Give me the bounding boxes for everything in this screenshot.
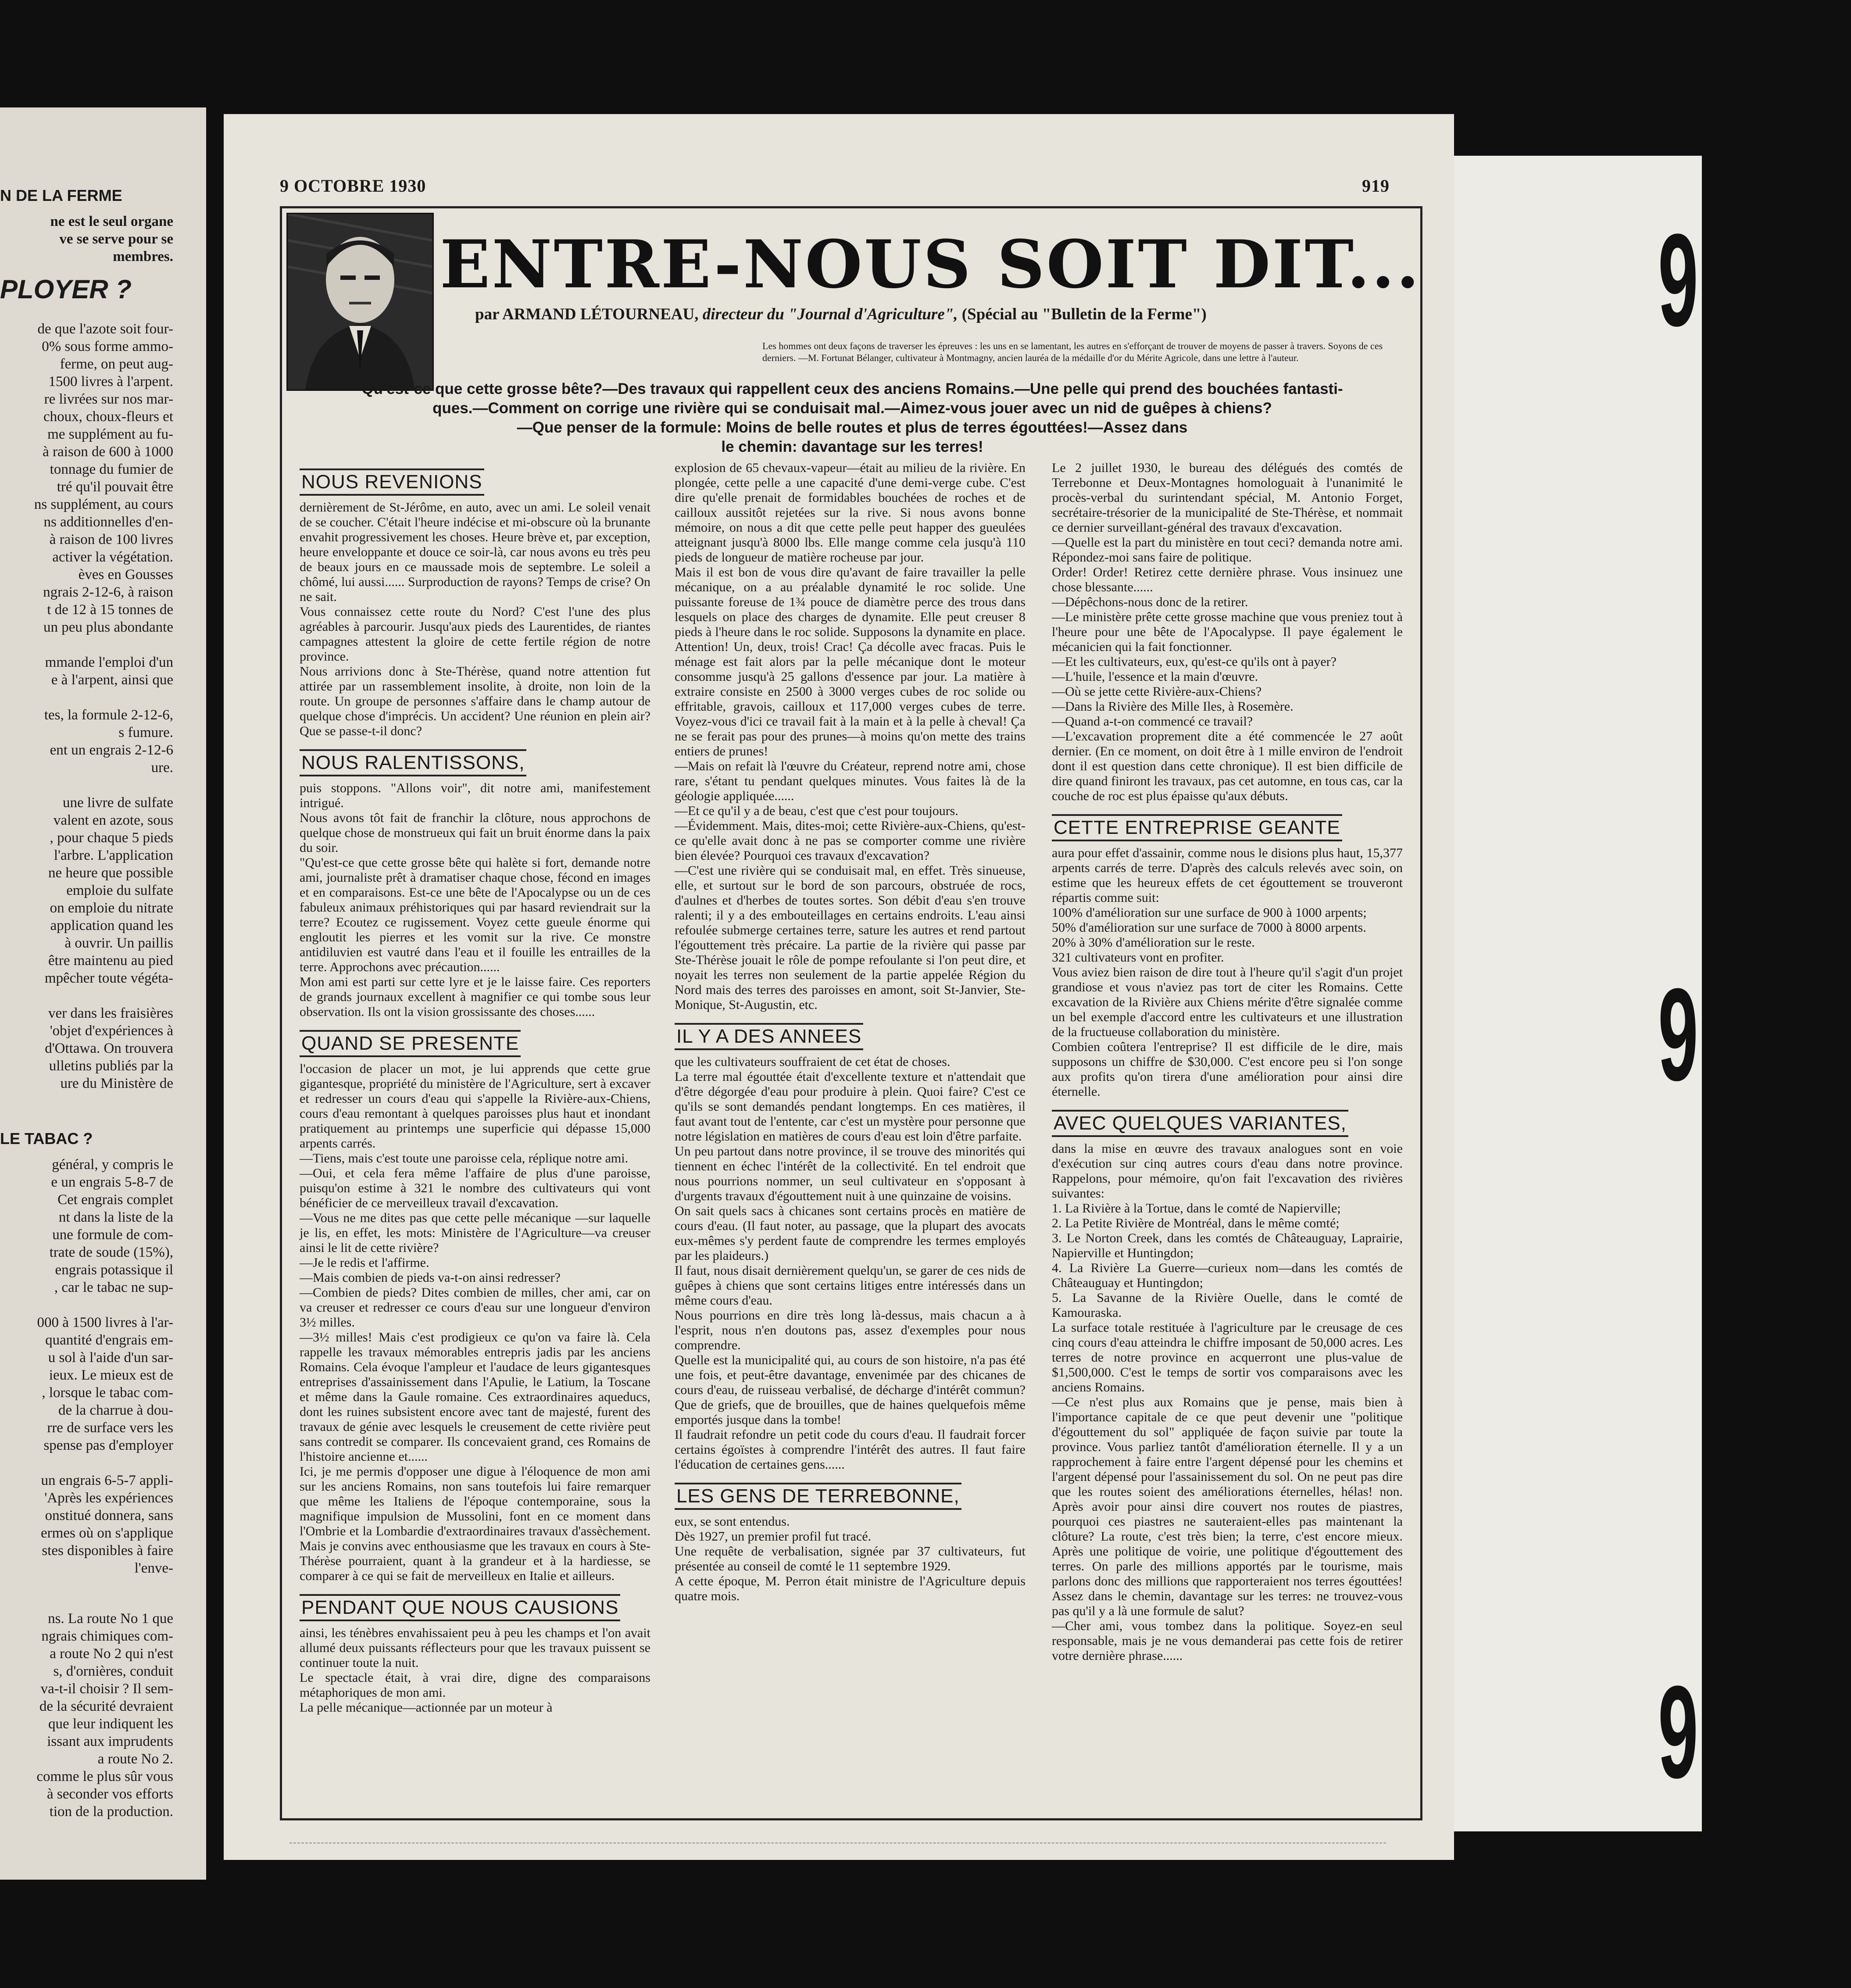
section-text: Le 2 juillet 1930, le bureau des délégués des comtés de Terrebonne et Deux-Montagnes homologuait à l'unanimité le procès-verbal du surintendant spécial, M. Antonio Forget, secrétaire-trésorier de la municipalité de Ste-Thérèse, et nommait ce dernier surveillant-général des travaux d'excavation. —Quelle est la part du ministère en tout ceci? demanda notre ami. Répondez-moi sans faire de politique. Order! Order! Retirez cette dernière phrase. Vous insinuez une chose blessante...... —Dépêchons-nous donc de la retirer. —Le ministère prête cette grosse machine que vous preniez tout à l'heure pour une bête de l'Apocalypse. Il paye également le mécanicien qui la fait fonctionner. —Et les cultivateurs, eux, qu'est-ce qu'ils ont à payer? —L'huile, l'essence et la main d'œuvre. —Où se jette cette Rivière-aux-Chiens? —Dans la Rivière des Mille Iles, à Rosemère. —Quand a-t-on commencé ce travail? —L'excavation proprement dite a été commencée le 27 août dernier. (En ce moment, on doit être à 1 mille environ de l'endroit dont il est question dans cette chronique). Il est bien difficile de dire quand finiront les travaux, pas cet automne, en tous cas, car la couche de roc est plus épaisse qu'aux débuts.: [1052, 461, 1403, 803]
section-heading: NOUS REVENIONS: [300, 468, 484, 496]
section-text: aura pour effet d'assainir, comme nous le disions plus haut, 15,377 arpents carrés de terre. D'après des calculs relevés avec soin, on estime que les heureux effets de cet égouttement se trouveront répartis comme suit: 100% d'amélioration sur une surface de 900 à 1000 arpents; 50% d'amélioration sur une surface de 7000 à 8000 arpents. 20% à 30% d'amélioration sur le reste. 321 cultivateurs vont en profiter. Vous aviez bien raison de dire tout à l'heure qu'il s'agit d'un projet grandiose et vous n'aviez pas tort de citer les Romains. Cette excavation de la Rivière aux Chiens mérite d'être signalée comme un bel exemple d'accord entre les cultivateurs et une illustration de la fructueuse collaboration du ministère. Combien coûtera l'entreprise? Il est difficile de le dire, mais supposons un chiffre de $30,000. C'est encore peu si l'on songe aux profits qu'on tirera d'une amélioration pour ainsi dire éternelle.: [1052, 846, 1403, 1099]
left-page-body-route: ns. La route No 1 que ngrais chimiques com- a route No 2 qui n'est s, d'ornières, conduit va-t-il choisir ? Il sem- de la sécurité devraient que leur indiquent les issant aux imprudents a route No 2. comme le plus sûr vous à seconder vos efforts tion de la production.: [36, 1611, 173, 1820]
article-box: [280, 206, 1422, 1820]
byline-suffix: (Spécial au "Bulletin de la Ferme"): [961, 305, 1207, 323]
left-page-intro: ne est le seul organe ve se serve pour se membres.: [50, 214, 173, 265]
section-text: dernièrement de St-Jérôme, en auto, avec un ami. Le soleil venait de se coucher. C'était l'heure indécise et mi-obscure où la brunante envahit progressivement les choses. Heure brève et, par exception, heure enveloppante et douce ce soir-là, car nous avons eu très peu de beaux jours en ce maussade mois de septembre. Le soleil a chômé, lui aussi...... Surproduction de rayons? Temps de crise? On ne sait. Vous connaissez cette route du Nord? C'est l'une des plus agréables à parcourir. Jusqu'aux pieds des Laurentides, de riantes campagnes attestent la gloire de cette fertile région de notre province. Nous arrivions donc à Ste-Thérèse, quand notre attention fut attirée par un rassemblement insolite, à droite, non loin de la route. Un groupe de personnes s'affaire dans le champ autour de quelque chose d'imprécis. Un accident? Une réunion en plein air? Que se passe-t-il donc?: [300, 500, 650, 738]
section-heading: PENDANT QUE NOUS CAUSIONS: [300, 1594, 620, 1621]
page-date: 9 OCTOBRE 1930: [280, 176, 426, 196]
article-summary: [308, 379, 1396, 457]
page-number: 919: [1362, 176, 1390, 196]
frame-marker: 9: [1658, 1658, 1698, 1806]
frame-marker: 9: [1658, 961, 1698, 1108]
epigraph: Les hommes ont deux façons de traverser les épreuves : les uns en se lamentant, les autres en s'efforçant de trouver de moyens de passer à travers. Soyons de ces derniers. —M. Fortunat Bélanger, cultivateur à Montmagny, ancien lauréa de la médaille d'or du Mérite Agricole, dans une lettre à l'auteur.: [762, 340, 1383, 363]
article-byline: [475, 305, 1418, 324]
section-heading: LES GENS DE TERREBONNE,: [675, 1483, 961, 1510]
section-heading: IL Y A DES ANNEES: [675, 1023, 863, 1050]
author-portrait: [286, 213, 434, 391]
left-page-heading-tabac: LE TABAC ?: [0, 1130, 93, 1148]
column-2: [675, 461, 1026, 1798]
column-1: [300, 461, 650, 1798]
summary-line: Qu'est-ce que cette grosse bête?—Des travaux qui rappellent ceux des anciens Romains.—Une pelle qui prend des bouchées fantasti-: [361, 380, 1343, 397]
section-text: explosion de 65 chevaux-vapeur—était au milieu de la rivière. En plongée, cette pelle a une capacité d'une demi-verge cube. C'est dire qu'elle prenait de formidables bouchées de roches et de cailloux aussitôt rejetées sur la rive. Si nous avons bonne mémoire, on nous a dit que cette pelle peut happer des gueulées atteignant jusqu'à 8000 lbs. Elle mange comme cela jusqu'à 110 pieds de longueur de matière rocheuse par jour. Mais il est bon de vous dire qu'avant de faire travailler la pelle mécanique, on a au préalable dynamité le roc solide. Une puissante foreuse de 1¾ pouce de diamètre perce des trous dans lesquels on place des charges de dynamite. Elle peut creuser 8 pieds à l'heure dans le roc solide. Supposons la dynamite en place. Attention! Un, deux, trois! Crac! Ça décolle avec fracas. Puis le ménage est fait alors par la pelle mécanique dont le moteur consomme jusqu'à 25 gallons d'essence par jour. La matière à extraire consiste en 2500 à 3000 verges cubes de roc solide ou effritable, gravois, cailloux et 117,000 verges cubes de terre. Voyez-vous d'ici ce travail fait à la main et à la pelle à cheval! Ça ne se ferait pas pour des prunes—à moins qu'on mette des trains entiers de prunes! —Mais on refait là l'œuvre du Créateur, reprend notre ami, chose rare, s'étant tu pendant quelques minutes. Vous faites là de la géologie appliquée...... —Et ce qu'il y a de beau, c'est que c'est pour toujours. —Évidemment. Mais, dites-moi; cette Rivière-aux-Chiens, qu'est-ce qu'elle avait donc à ne pas se comporter comme une rivière bien élevée? Pourquoi ces travaux d'excavation? —C'est une rivière qui se conduisait mal, en effet. Très sinueuse, elle, et surtout sur le bord de son parcours, obstruée de rocs, d'aulnes et d'herbes de toutes sortes. Son débit d'eau s'en trouve ralenti; il y a des embouteillages en certains endroits. L'eau ainsi refoulée submerge certaines terre, sature les autres et rend partout l'égouttement très précaire. La partie de la rivière qui passe par Ste-Thérèse jouait le rôle de pompe refoulante si l'on peut dire, et noyait les terres non seulement de la partie appelée Région du Nord mais des terres des paroisses en amont, soit St-Janvier, Ste-Monique, St-Augustin, etc.: [675, 461, 1026, 1012]
section-text: que les cultivateurs souffraient de cet état de choses. La terre mal égouttée était d'excellente texture et n'attendait que d'être dégorgée d'eau pour produire à plein. Quoi faire? C'est ce qu'ils se sont demandés pendant longtemps. En ces matières, il faut avant tout de l'entente, car c'est un mystère pour personne que notre législation en matières de cours d'eau est loin d'être parfaite. Un peu partout dans notre province, il se trouve des minorités qui tiennent en échec l'intérêt de la collectivité. En tel endroit que nous pourrions nommer, un seul cultivateur en s'opposant à d'urgents travaux d'égouttement nuit à une quinzaine de voisins. On sait quels sacs à chicanes sont certains procès en matière de cours d'eau. (Il faut noter, au passage, que la plupart des avocats eux-mêmes s'y perdent faute de comprendre les termes employés par les plaideurs.) Il faut, nous disait dernièrement quelqu'un, se garer de ces nids de guêpes à chiens que sont certains litiges entre intéressés dans un même cours d'eau. Nous pourrions en dire très long là-dessus, mais chacun a à l'esprit, nous n'en doutons pas, assez d'exemples pour nous comprendre. Quelle est la municipalité qui, au cours de son histoire, n'a pas été une fois, et peut-être davantage, envenimée par des chicanes de cours d'eau, de ruisseau verbalisé, de décharge d'intérêt commun? Que de griefs, que de brouilles, que de haines quelquefois même emportés jusque dans la tombe! Il faudrait refondre un petit code du cours d'eau. Il faudrait forcer certains égoïstes à comprendre l'intérêt des autres. Il faut faire l'éducation de certaines gens......: [675, 1055, 1026, 1472]
column-3: [1052, 461, 1403, 1798]
left-page-header: N DE LA FERME: [0, 186, 122, 204]
portrait-icon: [288, 214, 432, 390]
summary-line: ques.—Comment on corrige une rivière qui se conduisait mal.—Aimez-vous jouer avec un nid de guêpes à chiens?: [432, 400, 1272, 417]
section-heading: AVEC QUELQUES VARIANTES,: [1052, 1110, 1348, 1137]
byline-author: par ARMAND LÉTOURNEAU,: [475, 305, 699, 323]
left-page-body: de que l'azote soit four- 0% sous forme ammo- ferme, on peut aug- 1500 livres à l'arpent. re livrées sur nos mar- choux, choux-fleurs et me supplément au fu- à raison de 600 à 1000 tonnage du fumier de tré qu'il pouvait être ns supplément, au cours ns additionnelles d'en- à raison de 100 livres activer la végétation. èves en Gousses ngrais 2-12-6, à raison t de 12 à 15 tonnes de un peu plus abondante mmande l'emploi d'un e à l'arpent, ainsi que tes, la formule 2-12-6, s fumure. ent un engrais 2-12-6 ure. une livre de sulfate valent en azote, sous , pour chaque 5 pieds l'arbre. L'application ne heure que possible emploie du sulfate on emploie du nitrate application quand les à ouvrir. Un paillis être maintenu au pied mpêcher toute végéta- ver dans les fraisières 'objet d'expériences à d'Ottawa. On trouvera ulletins publiés par la ure du Ministère de: [34, 321, 173, 1091]
section-text: puis stoppons. "Allons voir", dit notre ami, manifestement intrigué. Nous avons tôt fait de franchir la clôture, nous approchons de quelque chose de monstrueux qui fait un bruit énorme dans la paix du soir. "Qu'est-ce que cette grosse bête qui halète si fort, demande notre ami, journaliste prêt à dramatiser chaque chose, fécond en images et en comparaisons. Est-ce une bête de l'Apocalypse ou un de ces fabuleux animaux préhistoriques qui par hasard reviendrait sur la terre? Ecoutez ce rugissement. Voyez cette gueule énorme qui engloutit les pierres et les vomit sur la rive. Ce monstre antidiluvien est vautré dans l'eau et il fouille les entrailles de la terre. Approchons avec précaution...... Mon ami est parti sur cette lyre et je le laisse faire. Ces reporters de grands journaux excellent à magnifier ce qui tombe sous leur observation. Ils ont la vision grossissante des choses......: [300, 781, 650, 1019]
article-title: ENTRE-NOUS SOIT DIT...: [440, 226, 1421, 303]
page-bottom-edge: [289, 1829, 1386, 1844]
left-page-body-tabac: général, y compris le e un engrais 5-8-7 de Cet engrais complet nt dans la liste de la une formule de com- trate de soude (15%), engrais potassique il , car le tabac ne sup- 000 à 1500 livres à l'ar- quantité d'engrais em- u sol à l'aide d'un sar- ieux. Le mieux est de , lorsque le tabac com- de la charrue à dou- rre de surface vers les spense pas d'employer un engrais 6-5-7 appli- 'Après les expériences onstitué donnera, sans ermes où on s'applique stes disponibles à faire l'enve-: [37, 1157, 173, 1576]
newspaper-page: [224, 114, 1454, 1860]
left-page-heading: PLOYER ?: [0, 275, 132, 304]
frame-marker: 9: [1658, 206, 1698, 354]
section-heading: CETTE ENTREPRISE GEANTE: [1052, 814, 1342, 841]
section-heading: QUAND SE PRESENTE: [300, 1030, 521, 1057]
summary-line: le chemin: davantage sur les terres!: [721, 438, 983, 455]
section-text: eux, se sont entendus. Dès 1927, un premier profil fut tracé. Une requête de verbalisation, signée par 37 cultivateurs, fut présentée au conseil de comté le 11 septembre 1929. A cette époque, M. Perron était ministre de l'Agriculture depuis quatre mois.: [675, 1514, 1026, 1603]
left-page-fragment: [0, 107, 206, 1880]
section-text: ainsi, les ténèbres envahissaient peu à peu les champs et l'on avait allumé deux puissants réflecteurs pour que les travaux puissent se continuer toute la nuit. Le spectacle était, à vrai dire, digne des comparaisons métaphoriques de mon ami. La pelle mécanique—actionnée par un moteur à: [300, 1626, 650, 1715]
frame-marker-strip: [1447, 156, 1702, 1831]
summary-line: —Que penser de la formule: Moins de belle routes et plus de terres égouttées!—Assez dans: [517, 419, 1188, 436]
section-text: dans la mise en œuvre des travaux analogues sont en voie d'exécution sur cinq autres cours d'eau dans notre province. Rappelons, pour mémoire, qu'on fait l'excavation des rivières suivantes: 1. La Rivière à la Tortue, dans le comté de Napierville; 2. La Petite Rivière de Montréal, dans le même comté; 3. Le Norton Creek, dans les comtés de Châteauguay, Laprairie, Napierville et Huntingdon; 4. La Rivière La Guerre—curieux nom—dans les comtés de Châteauguay et Huntingdon; 5. La Savanne de la Rivière Ouelle, dans le comté de Kamouraska. La surface totale restituée à l'agriculture par le creusage de ces cinq cours d'eau atteindra le chiffre imposant de 50,000 acres. Les terres de notre province en acquerront une plus-value de $1,500,000. C'est le temps de sortir vos comparaisons avec les anciens Romains. —Ce n'est plus aux Romains que je pense, mais bien à l'importance capitale de ce que peut devenir une "politique d'égouttement du sol" appliquée de façon suivie par toute la province. Vous parliez tantôt d'amélioration éternelle. Il y a un rapprochement à faire entre l'argent dépensé pour les chemins et l'argent dépensé pour l'assainissement du sol. On ne peut pas dire que les routes soient des améliorations éternelles, hélas! non. Après avoir pour ainsi dire couvert nos routes de piastres, pourquoi ces piastres ne sauteraient-elles pas maintenant la clôture? La route, c'est très bien; la terre, c'est encore mieux. Après une politique de voirie, une politique d'égouttement des terres. On parle des millions apportés par le tourisme, mais parlons donc des millions que rapporteraient nos terres égouttées! Assez dans le chemin, davantage sur les terres: ne trouvez-vous pas qu'il y a là une formule de salut? —Cher ami, vous tombez dans la politique. Soyez-en seul responsable, mais je ne vous demanderai pas cette fois de retirer votre dernière phrase......: [1052, 1141, 1403, 1663]
section-text: l'occasion de placer un mot, je lui apprends que cette grue gigantesque, propriété du ministère de l'Agriculture, sert à excaver et redresser un cours d'eau qui s'appelle la Rivière-aux-Chiens, cours d'eau remontant à quelques paroisses plus haut et inondant pratiquement au printemps une superficie qui dépasse 15,000 arpents carrés. —Tiens, mais c'est toute une paroisse cela, réplique notre ami. —Oui, et cela fera même l'affaire de plus d'une paroisse, puisqu'on estime à 321 le nombre des cultivateurs qui vont bénéficier de ce merveilleux travail d'excavation. —Vous ne me dites pas que cette pelle mécanique —sur laquelle je lis, en effet, les mots: Ministère de l'Agriculture—va creuser ainsi le lit de cette rivière? —Je le redis et l'affirme. —Mais combien de pieds va-t-on ainsi redresser? —Combien de pieds? Dites combien de milles, cher ami, car on va creuser et redresser ce cours d'eau sur une longueur d'environ 3½ milles. —3½ milles! Mais c'est prodigieux ce qu'on va faire là. Cela rappelle les travaux mémorables entrepris jadis par les anciens Romains. Cela évoque l'ampleur et l'audace de leurs gigantesques entreprises d'assainissement dans l'Apulie, le Latium, la Toscane et même dans la Gaule romaine. Ces extraordinaires aqueducs, dont les ruines subsistent encore avec tant de majesté, furent des travaux de génie avec lesquels le creusement de cette rivière peut sans contredit se comparer. Ils concevaient grand, ces Romains de l'histoire ancienne et...... Ici, je me permis d'opposer une digue à l'éloquence de mon ami sur les anciens Romains, non sans toutefois lui faire remarquer que même les Italiens de l'époque contemporaine, sous la magnifique impulsion de Mussolini, font en ce moment dans l'Ombrie et la Lombardie d'extraordinaires travaux d'assèchement. Mais je convins avec enthousiasme que les travaux en cours à Ste-Thérèse pourraient, quant à la grandeur et à la hardiesse, se comparer à ce qui se fait de merveilleux en Italie et ailleurs.: [300, 1062, 650, 1583]
byline-role: directeur du "Journal d'Agriculture",: [702, 305, 958, 323]
section-heading: NOUS RALENTISSONS,: [300, 749, 526, 776]
